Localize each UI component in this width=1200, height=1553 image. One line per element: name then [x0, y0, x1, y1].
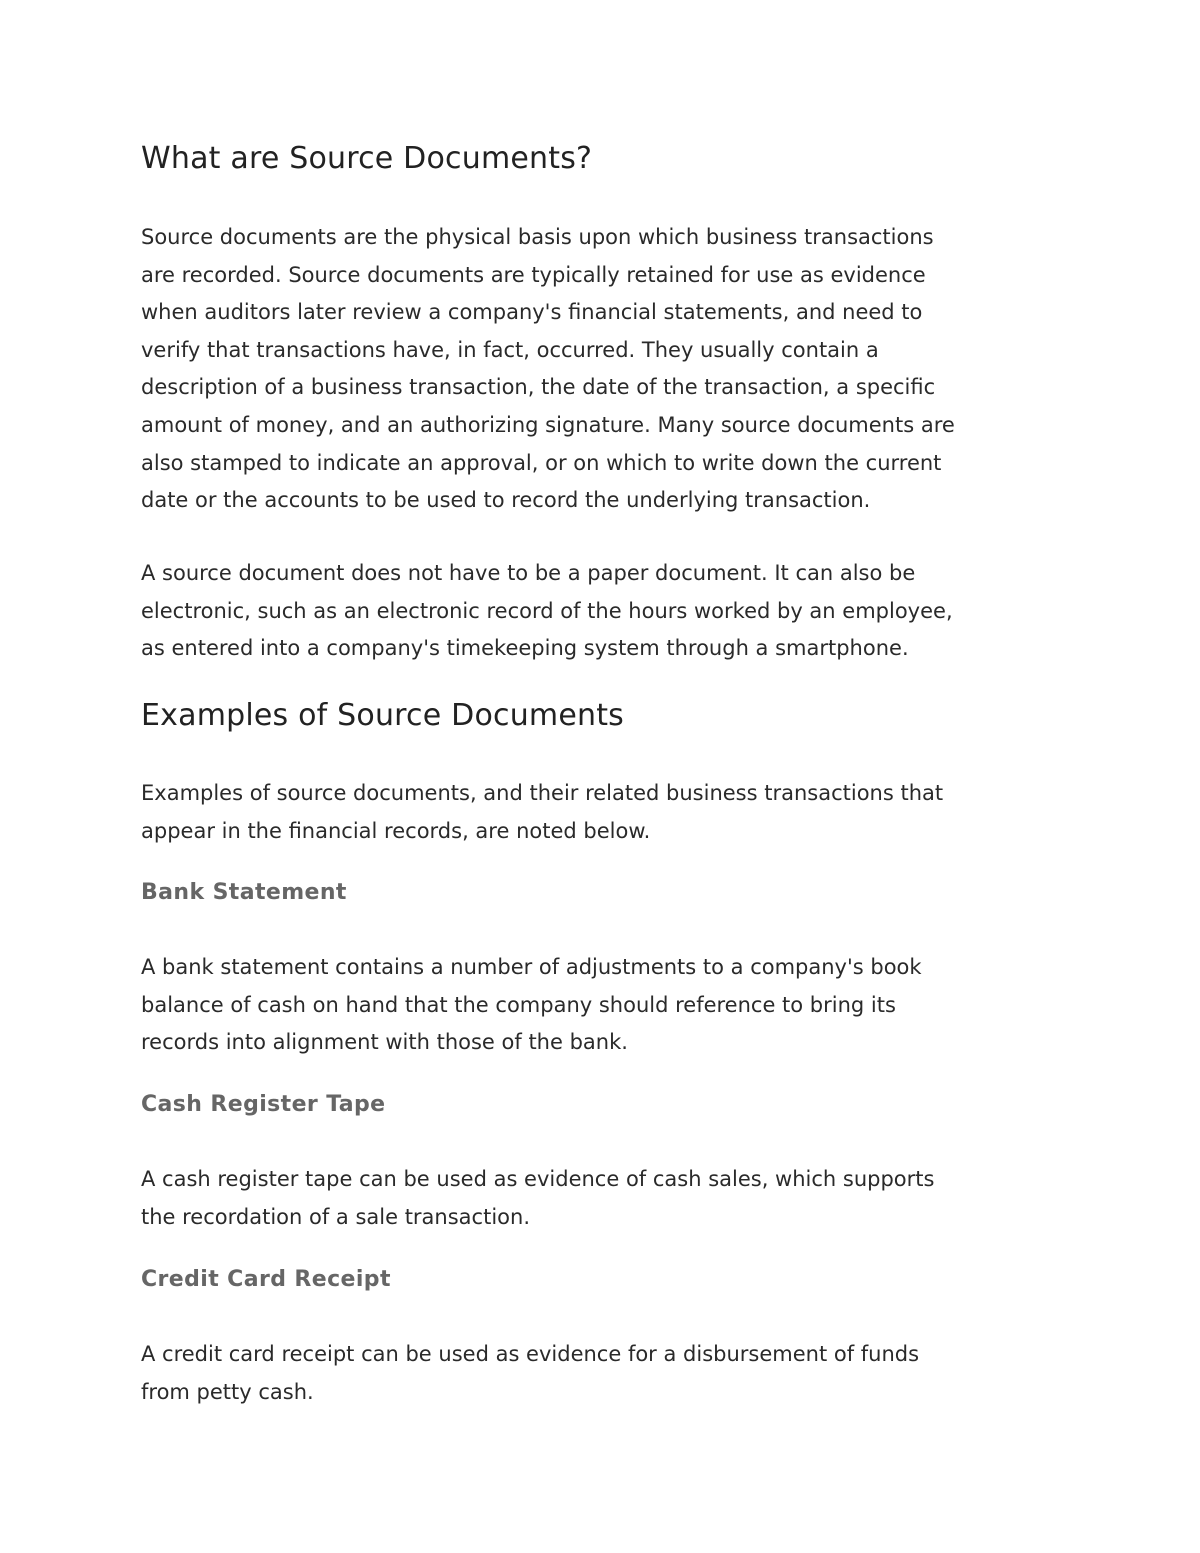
text-line: as entered into a company's timekeeping system through a smartphone.	[141, 636, 909, 661]
text-line: A bank statement contains a number of adjustments to a company's book	[141, 955, 922, 979]
text-line: from petty cash.	[141, 1379, 314, 1404]
example-heading-cash-register-tape: Cash Register Tape	[141, 1092, 386, 1117]
electronic-paragraph	[141, 555, 1056, 668]
text-line: date or the accounts to be used to record the underlying transaction.	[141, 488, 871, 513]
text-line: Source documents are the physical basis upon which business transactions	[141, 225, 934, 249]
text-line: appear in the financial records, are noted below.	[141, 818, 651, 843]
example-body-cash-register-tape	[141, 1161, 1056, 1236]
section-title: Examples of Source Documents	[141, 698, 624, 733]
text-line: Examples of source documents, and their related business transactions that	[141, 781, 944, 805]
text-line: electronic, such as an electronic record of the hours worked by an employee,	[141, 598, 953, 623]
text-line: A cash register tape can be used as evidence of cash sales, which supports	[141, 1167, 935, 1191]
text-line: when auditors later review a company's financial statements, and need to	[141, 300, 923, 325]
intro-paragraph	[141, 219, 1056, 520]
text-line: amount of money, and an authorizing signature. Many source documents are	[141, 412, 955, 437]
text-line: A credit card receipt can be used as evidence for a disbursement of funds	[141, 1342, 920, 1366]
text-line: A source document does not have to be a paper document. It can also be	[141, 561, 916, 585]
example-body-bank-statement	[141, 949, 1056, 1062]
text-line: the recordation of a sale transaction.	[141, 1204, 530, 1229]
page-title: What are Source Documents?	[141, 141, 593, 176]
text-line: description of a business transaction, the date of the transaction, a specific	[141, 375, 936, 400]
text-line: are recorded. Source documents are typically retained for use as evidence	[141, 262, 926, 287]
text-line: records into alignment with those of the bank.	[141, 1030, 628, 1055]
text-line: balance of cash on hand that the company should reference to bring its	[141, 992, 896, 1017]
example-heading-credit-card-receipt: Credit Card Receipt	[141, 1267, 391, 1292]
text-line: also stamped to indicate an approval, or on which to write down the current	[141, 450, 942, 475]
example-heading-bank-statement: Bank Statement	[141, 880, 347, 905]
examples-intro-paragraph	[141, 775, 1056, 850]
example-body-credit-card-receipt	[141, 1336, 1056, 1411]
text-line: verify that transactions have, in fact, occurred. They usually contain a	[141, 337, 879, 362]
